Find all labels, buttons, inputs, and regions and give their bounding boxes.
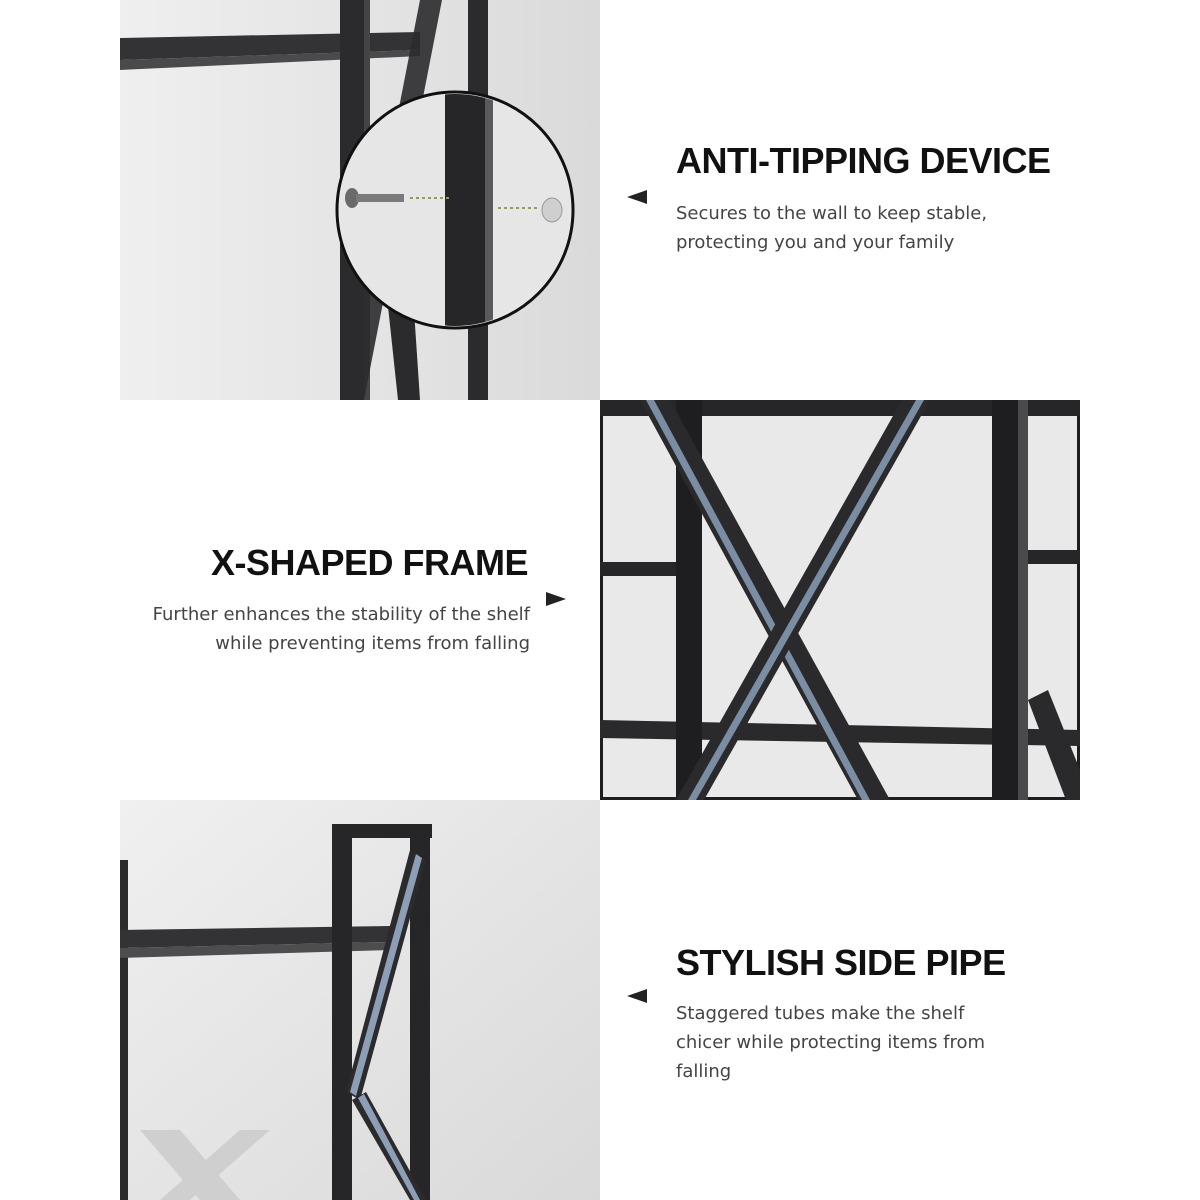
section-description: Staggered tubes make the shelf chicer while protecting items from falling bbox=[676, 1003, 986, 1082]
section-side-pipe bbox=[0, 800, 1200, 1200]
section-title: ANTI-TIPPING DEVICE bbox=[676, 140, 1051, 181]
x-frame-photo bbox=[600, 400, 1080, 800]
pointer-arrow-icon bbox=[627, 989, 647, 1003]
section-description: Secures to the wall to keep stable, protecting you and your family bbox=[676, 203, 988, 253]
section-anti-tipping bbox=[0, 0, 1200, 400]
anti-tipping-photo bbox=[120, 0, 600, 400]
section-description: Further enhances the stability of the shelf while preventing items from falling bbox=[152, 604, 530, 654]
section-title: X-SHAPED FRAME bbox=[210, 542, 528, 583]
section-x-frame bbox=[0, 400, 1200, 800]
section-title: STYLISH SIDE PIPE bbox=[676, 942, 1006, 983]
side-pipe-photo bbox=[120, 800, 600, 1200]
pointer-arrow-icon bbox=[627, 190, 647, 204]
pointer-arrow-icon bbox=[546, 592, 566, 606]
